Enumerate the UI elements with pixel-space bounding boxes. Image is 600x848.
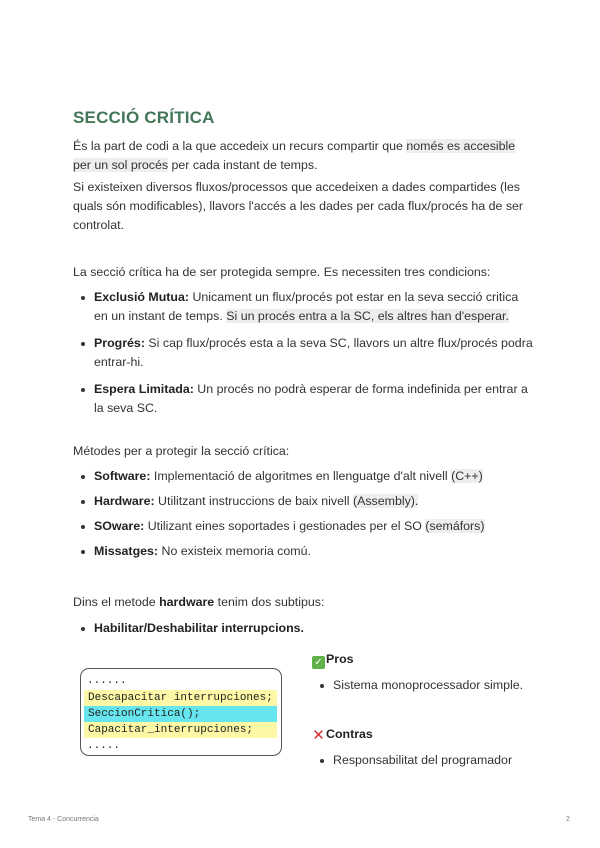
hardware-lead: Dins el metode hardware tenim dos subtipus: xyxy=(73,595,325,609)
intro-paragraph-1: És la part de codi a la que accedeix un recurs compartir que només es accesible per un sol procés per cada instant de temps. xyxy=(73,139,516,172)
page-title: SECCIÓ CRÍTICA xyxy=(73,108,215,127)
list-item: Habilitar/Deshabilitar interrupcions. xyxy=(73,619,533,638)
methods-list xyxy=(73,467,533,561)
list-item: Espera Limitada: Un procés no podrà esperar de forma indefinida per entrar a la seva SC. xyxy=(73,380,533,418)
cross-mark-icon: ✕ xyxy=(312,727,325,744)
conditions-list xyxy=(73,288,533,418)
page-number: 2 xyxy=(566,816,570,823)
methods-lead: Métodes per a protegir la secció crítica: xyxy=(73,444,290,458)
list-item: Sistema monoprocessador simple. xyxy=(312,676,552,695)
list-item: SOware: Utilizant eines soportades i gestionades per el SO (semáfors) xyxy=(73,517,533,536)
list-item: Missatges: No existeix memoria comú. xyxy=(73,542,533,561)
list-item: Responsabilitat del programador xyxy=(312,751,552,770)
footer-title: Tema 4 - Concurrencia xyxy=(28,816,99,823)
check-mark-icon: ✓ xyxy=(312,656,325,669)
pros-section: ✓ Pros Sistema monoprocessador simple. xyxy=(312,650,552,695)
hardware-subtypes xyxy=(73,619,533,638)
contras-section: ✕Contras Responsabilitat del programador xyxy=(312,725,552,770)
code-line: Capacitar_interrupciones; xyxy=(84,722,277,738)
list-item: Progrés: Si cap flux/procés esta a la seva SC, llavors un altre flux/procés podra entrar-hi. xyxy=(73,334,533,372)
list-item: Hardware: Utilitzant instruccions de baix nivell (Assembly). xyxy=(73,492,533,511)
code-line: ..... xyxy=(87,740,121,752)
code-line: ...... xyxy=(87,675,127,687)
code-line: Descapacitar interrupciones; xyxy=(84,690,277,706)
list-item: Exclusió Mutua: Unicament un flux/procés pot estar en la seva secció critica en un instant de temps. Si un procés entra a la SC, els altres han d'esperar. xyxy=(73,288,533,326)
code-line: SeccionCritica(); xyxy=(84,706,277,722)
code-snippet xyxy=(80,668,282,756)
list-item: Software: Implementació de algoritmes en llenguatge d'alt nivell (C++) xyxy=(73,467,533,486)
conditions-lead: La secció crítica ha de ser protegida sempre. Es necessiten tres condicions: xyxy=(73,265,491,279)
highlight: només es accesible per un sol procés xyxy=(73,139,516,172)
intro-paragraph-2: Si existeixen diversos fluxos/processos que accedeixen a dades compartides (les quals són modificables), llavors l'accés a les dades per cada flux/procés ha de ser controlat. xyxy=(73,180,524,232)
